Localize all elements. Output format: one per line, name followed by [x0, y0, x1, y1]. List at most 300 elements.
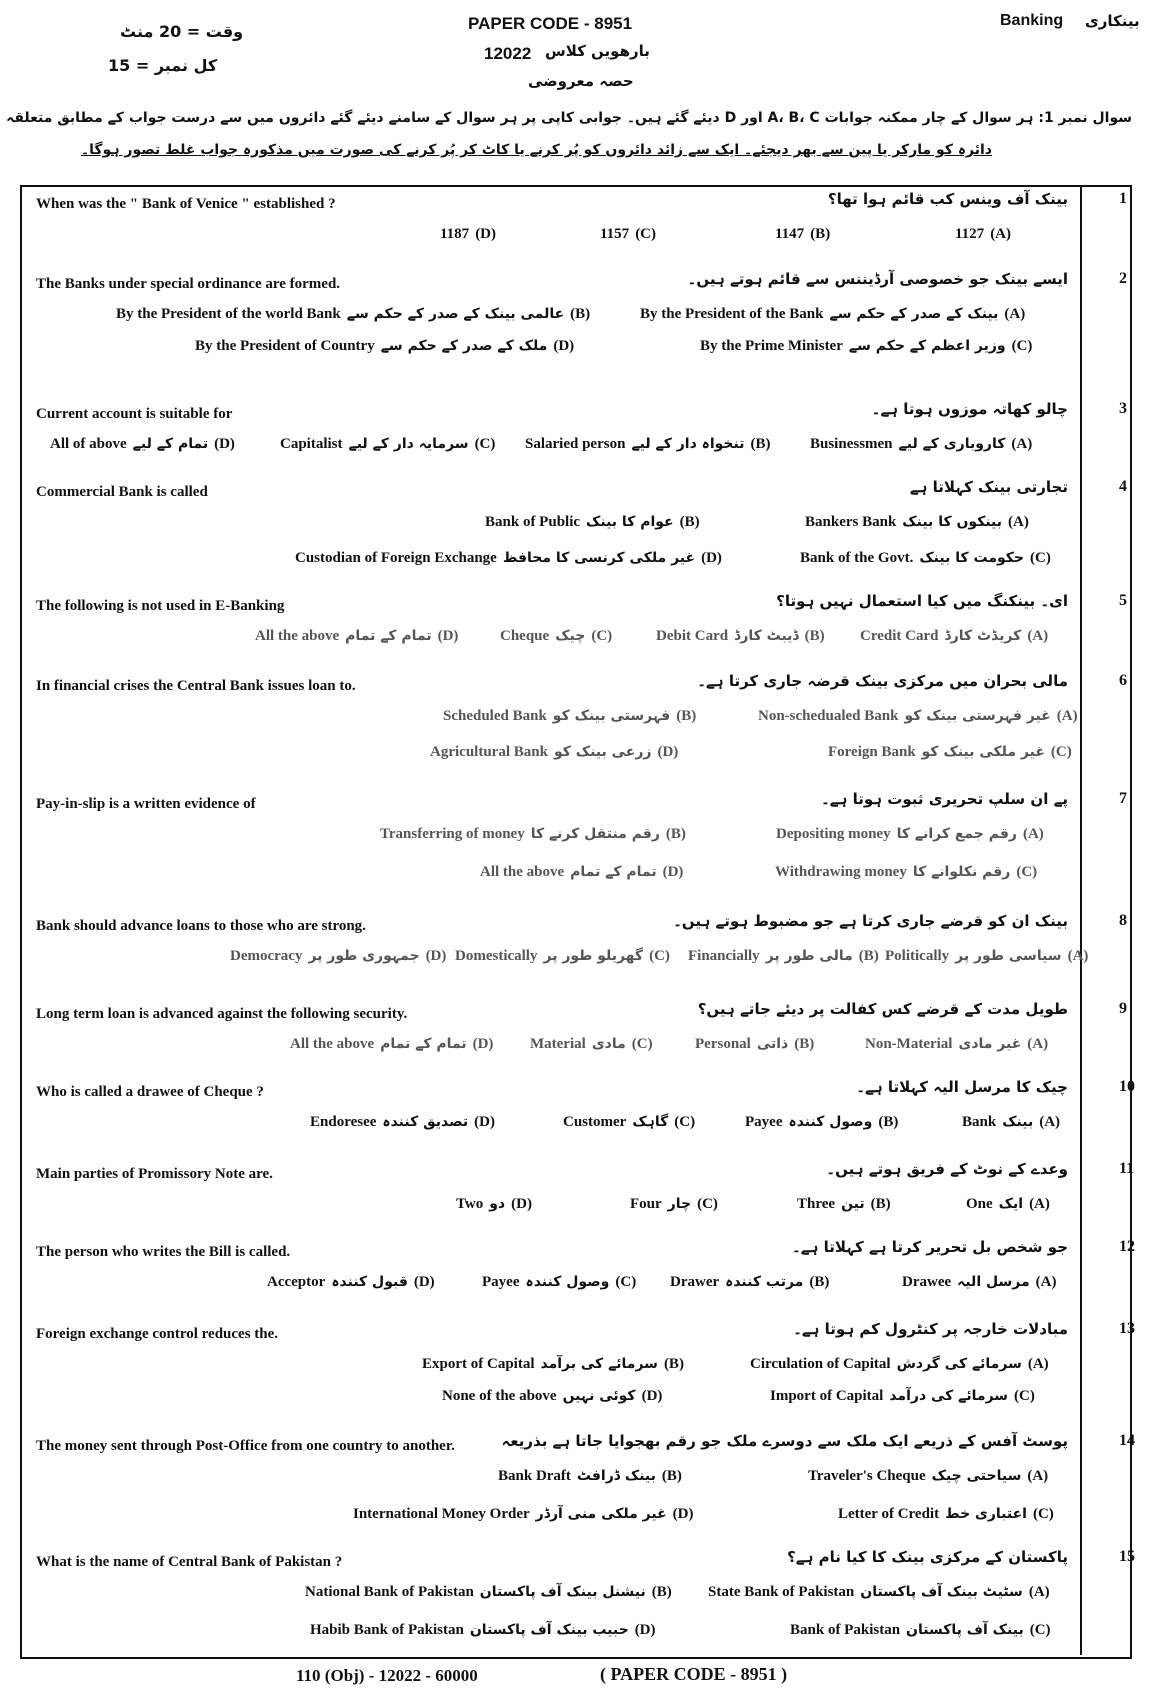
- question-number: 11: [1119, 1160, 1135, 1177]
- option-c: [790, 1622, 1051, 1639]
- question-5: [22, 592, 1128, 644]
- option-d: [255, 628, 458, 645]
- question-number: 8: [1119, 912, 1127, 929]
- option-label: (B): [661, 1468, 682, 1484]
- option-text-en: Custodian of Foreign Exchange: [295, 550, 497, 566]
- option-d: [230, 948, 446, 965]
- question-number: 9: [1119, 1000, 1127, 1017]
- option-text-ur: تمام کے تمام: [380, 1036, 467, 1052]
- option-text-en: Payee: [745, 1114, 783, 1130]
- option-text-en: Withdrawing money: [775, 864, 907, 880]
- option-text-en: Salaried person: [525, 436, 626, 452]
- option-a: [805, 514, 1029, 531]
- option-b: [380, 826, 686, 843]
- option-text-ur: مرسل الیہ: [957, 1274, 1030, 1290]
- option-text-en: All the above: [290, 1036, 375, 1052]
- option-c: [828, 744, 1072, 761]
- question-text-ur: مالی بحران میں مرکزی بینک قرضہ جاری کرتا ہے۔: [697, 672, 1068, 690]
- option-label: (C): [1014, 1388, 1035, 1404]
- option-text-en: Foreign Bank: [828, 744, 916, 760]
- question-text-ur: مبادلات خارجہ پر کنٹرول کم ہوتا ہے۔: [793, 1320, 1068, 1338]
- question-text-en: Long term loan is advanced against the following security.: [36, 1006, 408, 1022]
- question-text-ur: پوسٹ آفس کے ذریعے ایک ملک سے دوسرے ملک جو رقم بھجوایا جاتا ہے بذریعہ: [501, 1432, 1068, 1450]
- class-label: بارھویں کلاس: [545, 42, 650, 60]
- option-label: (D): [641, 1388, 663, 1404]
- option-label: (D): [474, 1114, 495, 1130]
- question-8: [22, 912, 1128, 964]
- question-text-ur: چیک کا مرسل الیہ کہلاتا ہے۔: [856, 1078, 1068, 1096]
- option-text-en: Financially: [688, 948, 760, 964]
- question-1: [22, 190, 1128, 242]
- option-d: [290, 1036, 493, 1053]
- option-d: [310, 1114, 495, 1131]
- option-text-en: State Bank of Pakistan: [708, 1584, 855, 1600]
- option-text-en: Material: [530, 1036, 586, 1052]
- option-b: [670, 1274, 829, 1291]
- option-a: [860, 628, 1048, 645]
- option-text-en: Scheduled Bank: [443, 708, 547, 724]
- question-11: [22, 1160, 1135, 1212]
- option-label: (D): [634, 1622, 656, 1638]
- option-label: (A): [1067, 948, 1089, 964]
- option-label: (B): [676, 708, 697, 724]
- option-text-ur: سیاحتی چیک: [931, 1468, 1022, 1484]
- option-c: [700, 338, 1032, 355]
- option-text-ur: اعتباری خط: [945, 1506, 1027, 1522]
- option-text-ur: چیک: [555, 628, 586, 644]
- option-text-ur: سرمائے کی درآمد: [889, 1388, 1009, 1404]
- question-text-en: The following is not used in E-Banking: [36, 598, 285, 614]
- instruction-line-2: دائرہ کو مارکر یا پین سے بھر دیجئے۔ ایک سے زائد دائروں کو پُر کرنے یا کاٹ کر پُر کرنے کی صورت میں مذکورہ جواب غلط تصور ہوگا۔: [80, 142, 992, 158]
- option-b: [797, 1196, 891, 1213]
- option-text-en: Bank Draft: [498, 1468, 571, 1484]
- option-label: (C): [674, 1114, 696, 1130]
- option-text-en: Non-schedualed Bank: [758, 708, 899, 724]
- option-a: [750, 1356, 1049, 1373]
- option-label: (C): [1030, 550, 1051, 566]
- question-text-ur: پاکستان کے مرکزی بینک کا کیا نام ہے؟: [787, 1548, 1068, 1566]
- option-text-ur: ایک: [998, 1196, 1024, 1212]
- question-text-en: Who is called a drawee of Cheque ?: [36, 1084, 264, 1100]
- option-c: [600, 226, 656, 243]
- option-text-ur: حبیب بینک آف پاکستان: [469, 1622, 629, 1638]
- option-label: (D): [657, 744, 679, 760]
- question-text-en: Commercial Bank is called: [36, 484, 208, 500]
- option-c: [563, 1114, 695, 1131]
- question-number: 13: [1119, 1320, 1135, 1337]
- paper-code-header: PAPER CODE - 8951: [468, 14, 633, 33]
- option-text-ur: سٹیٹ بینک آف پاکستان: [860, 1584, 1023, 1600]
- option-text-en: Debit Card: [656, 628, 729, 644]
- option-label: (B): [665, 826, 686, 842]
- time-label: وقت = 20 منٹ: [120, 22, 244, 41]
- option-b: [695, 1036, 814, 1053]
- question-number: 4: [1119, 478, 1127, 495]
- question-text-en: Current account is suitable for: [36, 406, 233, 422]
- option-text-en: Export of Capital: [422, 1356, 535, 1372]
- question-10: [22, 1078, 1135, 1130]
- question-text-en: When was the " Bank of Venice " established ?: [36, 196, 336, 212]
- question-text-ur: ایسے بینک جو خصوصی آرڈیننس سے قائم ہوتے ہیں۔: [687, 270, 1068, 288]
- option-text-ur: فہرستی بینک کو: [552, 708, 671, 724]
- question-text-ur: طویل مدت کے قرضے کس کفالت پر دیئے جاتے ہیں؟: [697, 1000, 1068, 1018]
- question-text-ur: تجارتی بینک کہلاتا ہے: [909, 478, 1068, 496]
- option-text-ur: کوئی نہیں: [562, 1388, 636, 1404]
- option-a: [955, 226, 1011, 243]
- option-label: (B): [651, 1584, 672, 1600]
- option-text-en: By the President of the Bank: [640, 306, 824, 322]
- question-text-ur: پے ان سلپ تحریری ثبوت ہوتا ہے۔: [821, 790, 1068, 808]
- option-text-en: Acceptor: [267, 1274, 326, 1290]
- option-text-ur: غیر ملکی منی آرڈر: [535, 1506, 667, 1522]
- option-text-ur: تصدیق کنندہ: [382, 1114, 469, 1130]
- option-text-en: Three: [797, 1196, 836, 1212]
- option-text-en: Transferring of money: [380, 826, 525, 842]
- option-a: [810, 436, 1032, 453]
- option-text-en: By the Prime Minister: [700, 338, 843, 354]
- option-text-ur: کاروباری کے لیے: [898, 436, 1006, 452]
- option-text-en: All the above: [255, 628, 340, 644]
- question-9: [22, 1000, 1128, 1052]
- option-c: [280, 436, 495, 453]
- option-label: (A): [1027, 1468, 1049, 1484]
- option-text-ur: ڈیبٹ کارڈ: [734, 628, 799, 644]
- option-text-ur: غیر فہرستی بینک کو: [904, 708, 1051, 724]
- option-a: [902, 1274, 1056, 1291]
- option-text-en: Circulation of Capital: [750, 1356, 891, 1372]
- subject-ur: بینکاری: [1085, 12, 1140, 30]
- option-text-ur: گھریلو طور پر: [543, 948, 644, 964]
- footer-paper-code: ( PAPER CODE - 8951 ): [600, 1664, 788, 1684]
- option-text-en: By the President of Country: [195, 338, 375, 354]
- option-label: (A): [1028, 1584, 1050, 1600]
- option-d: [295, 550, 722, 567]
- option-label: (D): [701, 550, 722, 566]
- option-text-en: Capitalist: [280, 436, 343, 452]
- question-number: 10: [1119, 1078, 1135, 1095]
- question-number: 12: [1119, 1238, 1135, 1255]
- option-text-en: International Money Order: [353, 1506, 530, 1522]
- question-text-ur: بینک آف وینس کب قائم ہوا تھا؟: [827, 190, 1068, 208]
- option-label: (B): [804, 628, 825, 644]
- option-label: (B): [858, 948, 879, 964]
- option-label: (B): [750, 436, 771, 452]
- option-text-en: Drawee: [902, 1274, 952, 1290]
- question-text-ur: بینک ان کو قرضے جاری کرتا ہے جو مضبوط ہوتے ہیں۔: [673, 912, 1068, 930]
- option-text-en: Payee: [482, 1274, 520, 1290]
- option-c: [838, 1506, 1054, 1523]
- question-text-en: In financial crises the Central Bank issues loan to.: [36, 678, 356, 694]
- option-label: (A): [1027, 628, 1049, 644]
- option-text-ur: وصول کنندہ: [788, 1114, 873, 1130]
- question-number: 1: [1119, 190, 1127, 207]
- option-text-ur: بینک آف پاکستان: [906, 1622, 1024, 1638]
- option-text-ur: سرمائے کی گردش: [896, 1356, 1022, 1372]
- question-3: [22, 400, 1128, 452]
- option-text-ur: بینک کے صدر کے حکم سے: [829, 306, 999, 322]
- option-label: (A): [990, 226, 1012, 242]
- option-label: (A): [1039, 1114, 1061, 1130]
- question-number: 15: [1119, 1548, 1135, 1565]
- option-text-en: Traveler's Cheque: [808, 1468, 926, 1484]
- option-c: [770, 1388, 1035, 1405]
- question-4: [22, 478, 1128, 566]
- question-13: [22, 1320, 1135, 1404]
- option-d: [430, 744, 678, 761]
- option-label: (C): [591, 628, 613, 644]
- option-text-en: Bank of Public: [485, 514, 581, 530]
- option-c: [500, 628, 612, 645]
- option-a: [808, 1468, 1048, 1485]
- total-marks-label: کل نمبر = 15: [108, 56, 218, 75]
- option-text-en: By the President of the world Bank: [116, 306, 341, 322]
- option-text-en: 1127: [955, 226, 985, 242]
- option-text-ur: بینک ڈرافٹ: [576, 1468, 656, 1484]
- option-b: [498, 1468, 682, 1485]
- question-text-en: The money sent through Post-Office from one country to another.: [36, 1438, 455, 1454]
- option-d: [267, 1274, 435, 1291]
- question-number: 7: [1119, 790, 1127, 807]
- option-text-en: 1157: [600, 226, 630, 242]
- option-label: (A): [1022, 826, 1044, 842]
- question-text-en: What is the name of Central Bank of Pakistan ?: [36, 1554, 343, 1570]
- option-text-en: One: [966, 1196, 993, 1212]
- option-b: [775, 226, 830, 243]
- option-text-en: Agricultural Bank: [430, 744, 548, 760]
- section-label: حصہ معروضی: [528, 72, 634, 90]
- option-a: [966, 1196, 1050, 1213]
- option-text-ur: تمام کے تمام: [570, 864, 657, 880]
- option-label: (D): [472, 1036, 494, 1052]
- option-text-ur: رقم منتقل کرنے کا: [530, 826, 660, 842]
- option-label: (A): [1011, 436, 1033, 452]
- option-text-ur: سرمائے کی برآمد: [540, 1356, 658, 1372]
- option-text-ur: حکومت کا بینک: [919, 550, 1025, 566]
- option-label: (A): [1008, 514, 1029, 530]
- option-text-en: Customer: [563, 1114, 627, 1130]
- option-a: [640, 306, 1025, 323]
- option-b: [116, 306, 590, 323]
- option-text-ur: تنخواہ دار کے لیے: [631, 436, 745, 452]
- option-text-ur: گاہک: [632, 1114, 669, 1130]
- question-text-ur: ای۔ بینکنگ میں کیا استعمال نہیں ہوتا؟: [776, 592, 1068, 610]
- option-a: [962, 1114, 1060, 1131]
- option-a: [865, 1036, 1048, 1053]
- option-text-ur: عوام کا بینک: [586, 514, 674, 530]
- option-text-en: Bank of Pakistan: [790, 1622, 901, 1638]
- option-text-en: 1187: [440, 226, 470, 242]
- option-label: (B): [663, 1356, 684, 1372]
- option-text-en: Four: [630, 1196, 662, 1212]
- option-label: (B): [878, 1114, 899, 1130]
- question-text-en: Bank should advance loans to those who are strong.: [36, 918, 366, 934]
- option-d: [440, 226, 496, 243]
- question-text-en: Main parties of Promissory Note are.: [36, 1166, 273, 1182]
- option-label: (D): [511, 1196, 532, 1212]
- option-text-ur: زرعی بینک کو: [553, 744, 652, 760]
- option-label: (B): [794, 1036, 815, 1052]
- option-c: [800, 550, 1051, 567]
- option-c: [455, 948, 670, 965]
- question-text-en: Foreign exchange control reduces the.: [36, 1326, 279, 1342]
- option-b: [485, 514, 700, 531]
- option-text-en: Politically: [885, 948, 950, 964]
- option-d: [310, 1622, 656, 1639]
- option-text-en: National Bank of Pakistan: [305, 1584, 474, 1600]
- option-label: (D): [475, 226, 497, 242]
- option-text-ur: ذاتی: [756, 1036, 789, 1052]
- option-text-ur: کریڈٹ کارڈ: [944, 628, 1022, 644]
- option-b: [443, 708, 696, 725]
- option-label: (C): [1016, 864, 1038, 880]
- option-text-ur: غیر ملکی بینک کو: [921, 744, 1045, 760]
- option-label: (C): [635, 226, 657, 242]
- option-text-ur: قبول کنندہ: [331, 1274, 408, 1290]
- question-6: [22, 672, 1128, 760]
- question-text-en: Pay-in-slip is a written evidence of: [36, 796, 256, 812]
- option-text-en: Personal: [695, 1036, 751, 1052]
- question-number: 5: [1119, 592, 1127, 609]
- option-text-en: None of the above: [442, 1388, 557, 1404]
- year-code: 12022: [484, 44, 532, 63]
- option-a: [776, 826, 1044, 843]
- option-label: (B): [809, 1274, 830, 1290]
- option-text-ur: تمام کے تمام: [345, 628, 432, 644]
- option-label: (D): [672, 1506, 694, 1522]
- option-label: (C): [474, 436, 496, 452]
- option-text-en: 1147: [775, 226, 805, 242]
- question-text-ur: چالو کھاتہ موزوں ہوتا ہے۔: [871, 400, 1068, 418]
- option-d: [353, 1506, 693, 1523]
- option-label: (D): [553, 338, 575, 354]
- option-label: (A): [1056, 708, 1078, 724]
- option-text-ur: دو: [489, 1196, 506, 1212]
- option-c: [630, 1196, 718, 1213]
- question-text-ur: وعدے کے نوٹ کے فریق ہوتے ہیں۔: [826, 1160, 1068, 1178]
- option-c: [775, 864, 1037, 881]
- option-text-ur: جمہوری طور پر: [308, 948, 420, 964]
- option-b: [656, 628, 825, 645]
- option-text-en: Democracy: [230, 948, 303, 964]
- option-b: [422, 1356, 684, 1373]
- question-2: [22, 270, 1128, 354]
- subject-en: Banking: [1000, 12, 1064, 29]
- option-text-en: Bank of the Govt.: [800, 550, 914, 566]
- option-label: (D): [413, 1274, 435, 1290]
- option-text-ur: وصول کنندہ: [525, 1274, 610, 1290]
- option-a: [708, 1584, 1050, 1601]
- question-text-ur: جو شخص بل تحریر کرتا ہے کہلاتا ہے۔: [792, 1238, 1068, 1256]
- option-label: (C): [1032, 1506, 1054, 1522]
- option-text-en: Habib Bank of Pakistan: [310, 1622, 464, 1638]
- question-7: [22, 790, 1128, 880]
- option-label: (D): [437, 628, 459, 644]
- question-number: 3: [1119, 400, 1127, 417]
- option-label: (B): [810, 226, 831, 242]
- option-label: (B): [679, 514, 700, 530]
- option-b: [688, 948, 879, 965]
- question-text-en: The Banks under special ordinance are formed.: [36, 276, 341, 292]
- option-text-en: Bankers Bank: [805, 514, 897, 530]
- option-b: [745, 1114, 898, 1131]
- option-label: (C): [697, 1196, 718, 1212]
- option-label: (A): [1027, 1356, 1049, 1372]
- option-text-ur: غیر مادی: [958, 1036, 1022, 1052]
- option-b: [305, 1584, 672, 1601]
- footer-code: 110 (Obj) - 12022 - 60000: [296, 1666, 478, 1685]
- option-text-en: Domestically: [455, 948, 538, 964]
- option-label: (C): [1050, 744, 1072, 760]
- option-text-ur: غیر ملکی کرنسی کا محافظ: [502, 550, 696, 566]
- option-label: (C): [1011, 338, 1033, 354]
- option-label: (A): [1004, 306, 1026, 322]
- option-label: (D): [662, 864, 684, 880]
- option-label: (D): [214, 436, 235, 452]
- option-text-ur: تمام کے لیے: [132, 436, 209, 452]
- option-label: (C): [1029, 1622, 1051, 1638]
- option-label: (A): [1035, 1274, 1057, 1290]
- option-text-ur: بینکوں کا بینک: [902, 514, 1003, 530]
- option-text-ur: سیاسی طور پر: [955, 948, 1062, 964]
- option-text-en: Credit Card: [860, 628, 939, 644]
- option-d: [50, 436, 235, 453]
- option-text-en: Depositing money: [776, 826, 891, 842]
- option-text-ur: سرمایہ دار کے لیے: [348, 436, 469, 452]
- option-a: [758, 708, 1078, 725]
- question-number: 2: [1119, 270, 1127, 287]
- option-text-en: Bank: [962, 1114, 997, 1130]
- option-text-en: Businessmen: [810, 436, 893, 452]
- option-label: (B): [570, 306, 591, 322]
- option-text-ur: مادی: [591, 1036, 626, 1052]
- option-label: (C): [615, 1274, 637, 1290]
- option-a: [885, 948, 1088, 965]
- option-label: (B): [870, 1196, 891, 1212]
- option-label: (C): [631, 1036, 653, 1052]
- option-text-ur: چار: [667, 1196, 692, 1212]
- option-text-en: Endoresee: [310, 1114, 377, 1130]
- option-d: [195, 338, 574, 355]
- option-d: [442, 1388, 662, 1405]
- question-14: [22, 1432, 1135, 1522]
- question-number: 14: [1119, 1432, 1135, 1449]
- question-number: 6: [1119, 672, 1127, 689]
- option-label: (C): [649, 948, 670, 964]
- instruction-line-1: سوال نمبر 1: ہر سوال کے چار ممکنہ جوابات A، B، C اور D دیئے گئے ہیں۔ جوابی کاپی پر ہر سوال کے سامنے دیئے گئے دائروں میں سے درست جواب کے مطابق متعلقہ: [6, 110, 1132, 126]
- option-label: (A): [1027, 1036, 1049, 1052]
- option-text-ur: رقم نکلوانے کا: [912, 864, 1011, 880]
- question-15: [22, 1548, 1135, 1638]
- option-d: [456, 1196, 532, 1213]
- option-text-en: All of above: [50, 436, 127, 452]
- option-text-ur: نیشنل بینک آف پاکستان: [479, 1584, 646, 1600]
- option-text-en: Two: [456, 1196, 484, 1212]
- option-text-en: All the above: [480, 864, 565, 880]
- option-text-ur: مالی طور پر: [765, 948, 853, 964]
- option-d: [480, 864, 683, 881]
- option-text-en: Non-Material: [865, 1036, 953, 1052]
- option-b: [525, 436, 770, 453]
- option-c: [530, 1036, 653, 1053]
- option-text-en: Letter of Credit: [838, 1506, 940, 1522]
- option-label: (D): [425, 948, 447, 964]
- option-text-ur: بینک: [1002, 1114, 1034, 1130]
- option-text-ur: رقم جمع کرانے کا: [896, 826, 1017, 842]
- option-text-ur: مرتب کنندہ: [725, 1274, 804, 1290]
- option-text-en: Drawer: [670, 1274, 720, 1290]
- option-text-en: Import of Capital: [770, 1388, 884, 1404]
- option-text-ur: ملک کے صدر کے حکم سے: [380, 338, 548, 354]
